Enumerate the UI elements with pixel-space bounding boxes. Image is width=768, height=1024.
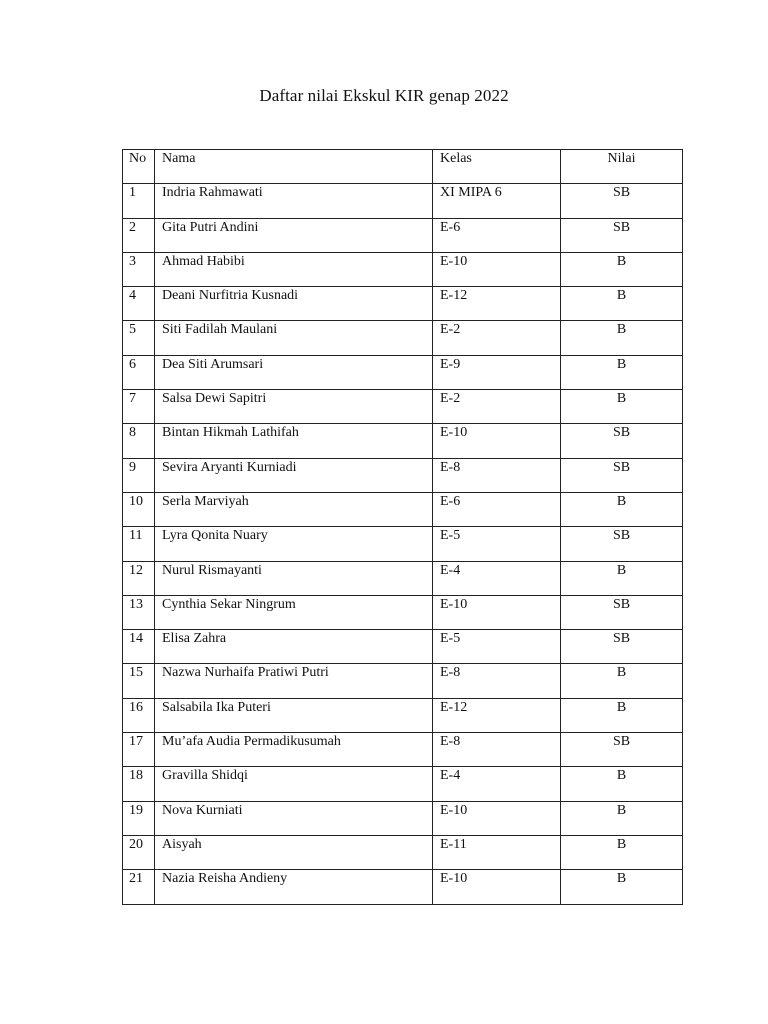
cell-no: 10 xyxy=(123,492,155,526)
table-row xyxy=(123,458,683,492)
cell-nama: Indria Rahmawati xyxy=(155,184,433,218)
cell-no: 13 xyxy=(123,595,155,629)
cell-no: 9 xyxy=(123,458,155,492)
cell-no: 14 xyxy=(123,630,155,664)
document-title: Daftar nilai Ekskul KIR genap 2022 xyxy=(259,86,509,105)
table-row xyxy=(123,355,683,389)
cell-no: 11 xyxy=(123,527,155,561)
cell-no: 2 xyxy=(123,218,155,252)
cell-nilai: B xyxy=(561,767,683,801)
cell-kelas: E-8 xyxy=(433,733,561,767)
cell-nilai: SB xyxy=(561,458,683,492)
cell-kelas: E-8 xyxy=(433,458,561,492)
cell-kelas: E-10 xyxy=(433,424,561,458)
cell-no: 1 xyxy=(123,184,155,218)
cell-nilai: B xyxy=(561,287,683,321)
cell-nama: Salsa Dewi Sapitri xyxy=(155,390,433,424)
cell-kelas: E-10 xyxy=(433,595,561,629)
cell-nama: Gita Putri Andini xyxy=(155,218,433,252)
table-row xyxy=(123,527,683,561)
table-body xyxy=(123,184,683,904)
cell-kelas: E-10 xyxy=(433,870,561,904)
cell-kelas: E-10 xyxy=(433,801,561,835)
cell-nilai: B xyxy=(561,355,683,389)
cell-nama: Gravilla Shidqi xyxy=(155,767,433,801)
header-no: No xyxy=(123,150,155,184)
cell-nama: Serla Marviyah xyxy=(155,492,433,526)
cell-no: 18 xyxy=(123,767,155,801)
table-row xyxy=(123,835,683,869)
cell-kelas: E-4 xyxy=(433,767,561,801)
grade-table xyxy=(122,149,683,905)
table-row xyxy=(123,801,683,835)
cell-nilai: SB xyxy=(561,218,683,252)
cell-nilai: SB xyxy=(561,630,683,664)
table-row xyxy=(123,767,683,801)
cell-kelas: E-6 xyxy=(433,218,561,252)
cell-nilai: SB xyxy=(561,184,683,218)
header-kelas: Kelas xyxy=(433,150,561,184)
cell-nama: Nazwa Nurhaifa Pratiwi Putri xyxy=(155,664,433,698)
cell-nama: Mu’afa Audia Permadikusumah xyxy=(155,733,433,767)
cell-no: 16 xyxy=(123,698,155,732)
cell-nilai: B xyxy=(561,664,683,698)
cell-kelas: E-12 xyxy=(433,698,561,732)
cell-no: 20 xyxy=(123,835,155,869)
table-row xyxy=(123,287,683,321)
table-row xyxy=(123,218,683,252)
cell-kelas: E-12 xyxy=(433,287,561,321)
cell-nama: Deani Nurfitria Kusnadi xyxy=(155,287,433,321)
cell-no: 21 xyxy=(123,870,155,904)
table-row xyxy=(123,321,683,355)
cell-no: 7 xyxy=(123,390,155,424)
cell-nilai: B xyxy=(561,561,683,595)
cell-nama: Salsabila Ika Puteri xyxy=(155,698,433,732)
cell-kelas: E-10 xyxy=(433,252,561,286)
table-row xyxy=(123,390,683,424)
cell-kelas: E-8 xyxy=(433,664,561,698)
cell-nilai: B xyxy=(561,801,683,835)
table-row xyxy=(123,733,683,767)
cell-kelas: E-9 xyxy=(433,355,561,389)
cell-nama: Cynthia Sekar Ningrum xyxy=(155,595,433,629)
cell-kelas: E-2 xyxy=(433,321,561,355)
cell-nama: Ahmad Habibi xyxy=(155,252,433,286)
table-row xyxy=(123,698,683,732)
cell-nama: Aisyah xyxy=(155,835,433,869)
cell-kelas: XI MIPA 6 xyxy=(433,184,561,218)
cell-nilai: SB xyxy=(561,733,683,767)
cell-nama: Siti Fadilah Maulani xyxy=(155,321,433,355)
table-row xyxy=(123,252,683,286)
table-row xyxy=(123,595,683,629)
cell-nilai: B xyxy=(561,492,683,526)
cell-nama: Sevira Aryanti Kurniadi xyxy=(155,458,433,492)
cell-nama: Elisa Zahra xyxy=(155,630,433,664)
header-nilai: Nilai xyxy=(561,150,683,184)
table-row xyxy=(123,184,683,218)
table-header-row xyxy=(123,150,683,184)
cell-nilai: SB xyxy=(561,424,683,458)
cell-nama: Bintan Hikmah Lathifah xyxy=(155,424,433,458)
cell-no: 4 xyxy=(123,287,155,321)
table-row xyxy=(123,630,683,664)
cell-kelas: E-5 xyxy=(433,527,561,561)
cell-no: 15 xyxy=(123,664,155,698)
header-nama: Nama xyxy=(155,150,433,184)
cell-kelas: E-4 xyxy=(433,561,561,595)
table-row xyxy=(123,424,683,458)
cell-nilai: B xyxy=(561,698,683,732)
cell-nilai: B xyxy=(561,870,683,904)
cell-nilai: SB xyxy=(561,527,683,561)
cell-no: 8 xyxy=(123,424,155,458)
cell-nama: Dea Siti Arumsari xyxy=(155,355,433,389)
cell-no: 17 xyxy=(123,733,155,767)
cell-kelas: E-6 xyxy=(433,492,561,526)
table-row xyxy=(123,492,683,526)
cell-nama: Nazia Reisha Andieny xyxy=(155,870,433,904)
cell-nilai: B xyxy=(561,835,683,869)
cell-no: 12 xyxy=(123,561,155,595)
cell-nilai: B xyxy=(561,321,683,355)
cell-kelas: E-2 xyxy=(433,390,561,424)
cell-nilai: B xyxy=(561,390,683,424)
cell-nama: Nurul Rismayanti xyxy=(155,561,433,595)
cell-no: 3 xyxy=(123,252,155,286)
cell-kelas: E-5 xyxy=(433,630,561,664)
cell-no: 6 xyxy=(123,355,155,389)
table-row xyxy=(123,664,683,698)
cell-no: 5 xyxy=(123,321,155,355)
cell-nama: Nova Kurniati xyxy=(155,801,433,835)
cell-nama: Lyra Qonita Nuary xyxy=(155,527,433,561)
cell-kelas: E-11 xyxy=(433,835,561,869)
cell-nilai: SB xyxy=(561,595,683,629)
table-row xyxy=(123,870,683,904)
cell-no: 19 xyxy=(123,801,155,835)
table-row xyxy=(123,561,683,595)
cell-nilai: B xyxy=(561,252,683,286)
